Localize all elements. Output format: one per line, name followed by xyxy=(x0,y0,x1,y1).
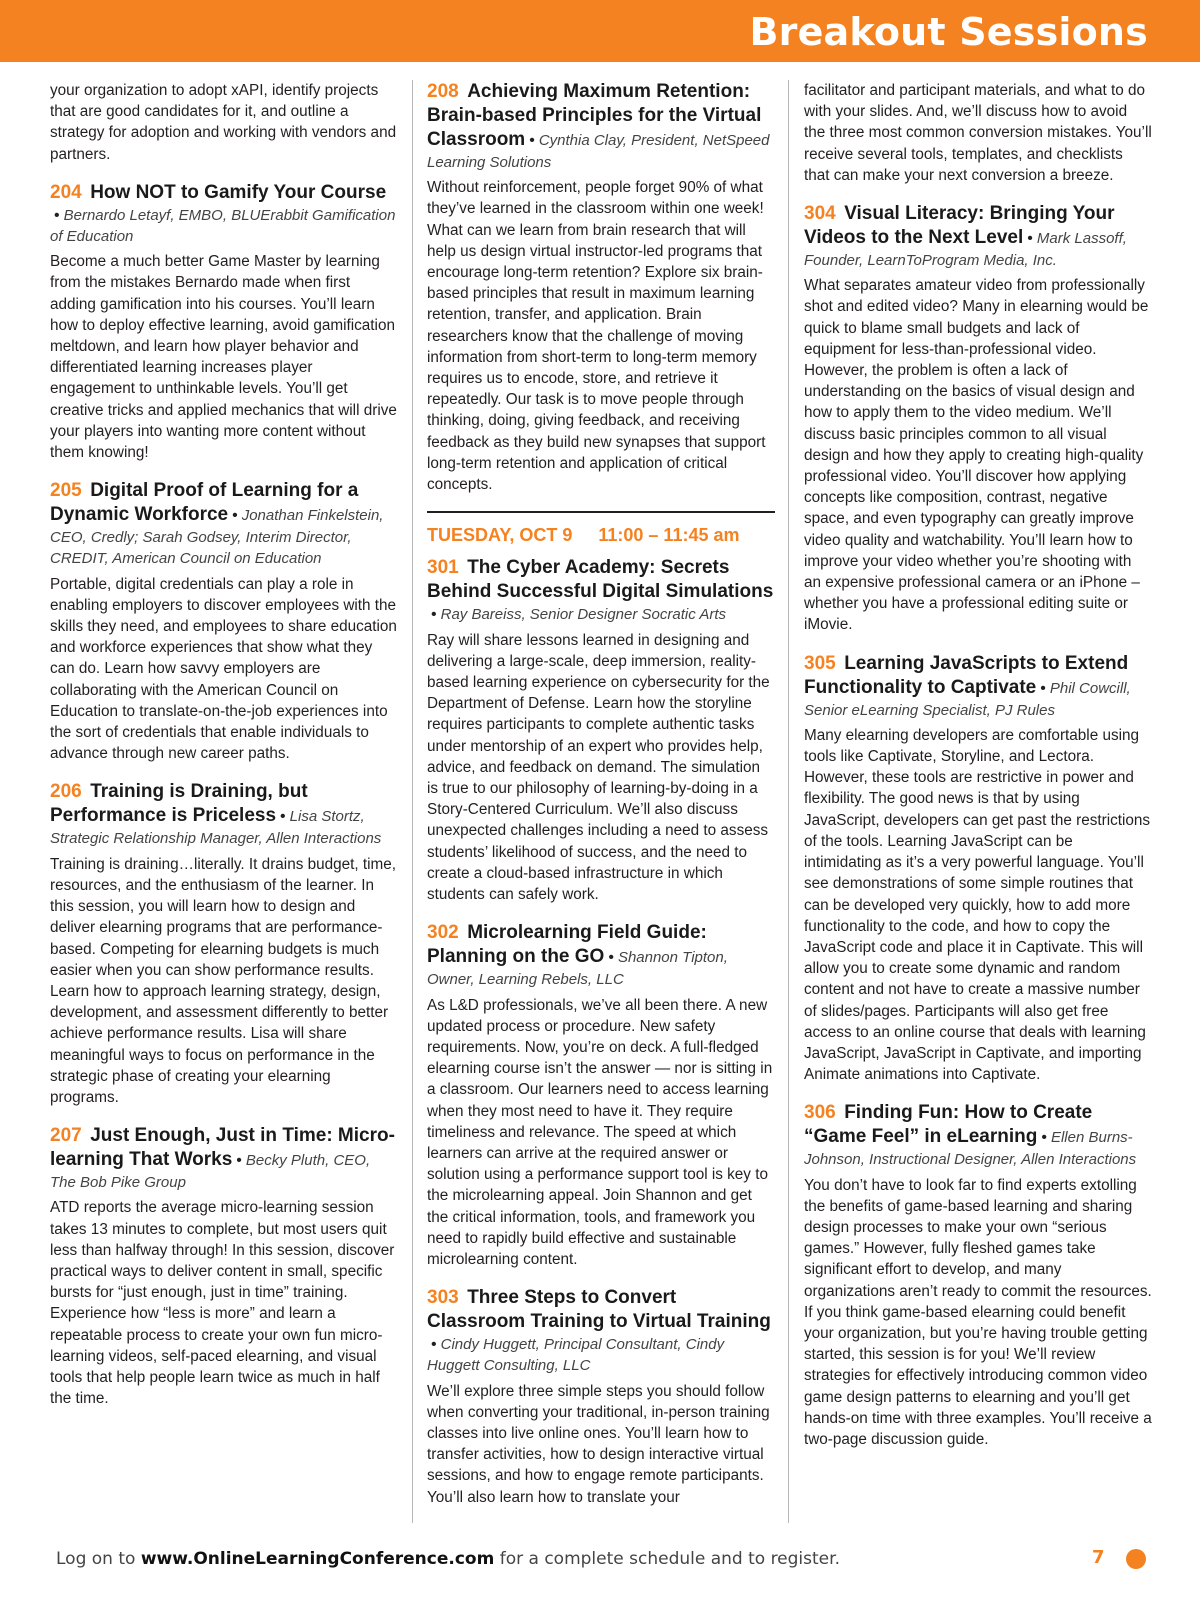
session-description: Without reinforcement, people forget 90% of what they’ve learned in the classroom within one week! What can we learn from brain research that will help us design virtual instructor-led programs that encourage long-term retention? Explore six brain-based principles that result in maximum learning retention, transfer, and application. Brain researchers know that the challenge of moving information from short-term to long-term memory requires us to encode, store, and retrieve it repeatedly. Our task is to move people through thinking, doing, giving feedback, and receiving feedback as they build new synapses that support long-term retention and application of critical concepts. xyxy=(427,179,766,494)
column-divider xyxy=(412,80,413,1523)
day-heading xyxy=(427,525,775,546)
session-number: 303 xyxy=(427,1287,459,1309)
bullet-icon: • xyxy=(1027,230,1033,248)
column-divider xyxy=(788,80,789,1523)
session-description: ATD reports the average micro-learning session takes 13 minutes to complete, but most users quit less than halfway through! In this session, discover practical ways to deliver content in small, specific bursts for “just enough, just in time” training. Experience how “less is more” and learn a repeatable process to create your own fun micro-learning videos, self-paced elearning, and visual tools that help people learn twice as much in half the time. xyxy=(50,1199,395,1408)
session-description: Many elearning developers are comfortable using tools like Captivate, Storyline, and Lectora. However, these tools are restrictive in power and flexibility. The good news is that by using JavaScript, developers can get past the restrictions of the tools. Learning JavaScript can be intimidating as it’s a very powerful language. You’ll see demonstrations of some simple routines that can be developed very quickly, how to add more functionality to the code, and how to copy the JavaScript code and place it in Captivate. This will allow you to create some dynamic and random content and not have to create a massive number of slides/pages. Participants will also get free access to an online course that deals with learning JavaScript, JavaScript in Captivate, and importing Animate animations into Captivate. xyxy=(804,726,1151,1084)
session-title: Digital Proof of Learning for a Dynamic Workforce xyxy=(50,480,359,526)
bullet-icon: • xyxy=(529,132,535,149)
session-number: 206 xyxy=(50,781,82,803)
session-description: We’ll explore three simple steps you should follow when converting your traditional, in-person training classes into live online ones. You’ll learn how to transfer activities, how to design interactive virtual sessions, and how to engage remote participants. You’ll also learn how to translate your xyxy=(427,1382,770,1506)
session-description: Become a much better Game Master by learning from the mistakes Bernardo made when first adding gamification into his courses. You’ll learn how to deploy effective learning, avoid gamification meltdown, and learn how player behavior and differentiated learning increases player engagement to unthinkable levels. You’ll get creative tricks and applied mechanics that will drive your players into wanting more content without them knowing! xyxy=(50,253,397,462)
page-number: 7 xyxy=(1092,1547,1105,1568)
session-title: The Cyber Academy: Secrets Behind Successful Digital Simulations xyxy=(427,557,774,603)
session-205 xyxy=(50,479,398,764)
session-number: 207 xyxy=(50,1125,82,1147)
bullet-icon: • xyxy=(608,949,614,967)
footer-pre: Log on to xyxy=(56,1549,141,1569)
session-number: 301 xyxy=(427,557,459,579)
session-title: Three Steps to Convert Classroom Training to Virtual Training xyxy=(427,1287,771,1333)
session-204 xyxy=(50,181,398,463)
session-208 xyxy=(427,80,775,495)
session-speaker: Becky Pluth, CEO, The Bob Pike Group xyxy=(50,1152,371,1192)
column-1 xyxy=(50,80,398,1425)
column-2 xyxy=(427,80,775,1524)
session-speaker: Lisa Stortz, Strategic Relationship Manager, Allen Interactions xyxy=(50,808,382,848)
bullet-icon: • xyxy=(431,1336,437,1354)
session-description: Ray will share lessons learned in designing and delivering a large-scale, deep immersion, reality-based learning experience on cybersecurity for the Department of Defense. Learn how the storyline requires participants to complete authentic tasks under mentorship of an expert who provides help, advice, and feedback on demand. The simulation is true to our philosophy of learning-by-doing in a Story-Centered Curriculum. We’ll also discuss unexpected challenges including a need to assess students’ likelihood of success, and the need to create a cloud-based infrastructure in which students can safely work. xyxy=(427,631,770,904)
session-title: Just Enough, Just in Time: Micro-learning That Works xyxy=(50,1125,395,1171)
day-label: TUESDAY, OCT 9 xyxy=(427,525,573,546)
session-207 xyxy=(50,1124,398,1409)
session-number: 204 xyxy=(50,181,82,203)
bullet-icon: • xyxy=(431,606,437,624)
session-306 xyxy=(804,1101,1152,1450)
continued-text: facilitator and participant materials, and what to do with your slides. And, we’ll discuss how to avoid the three most common conversion mistakes. You’ll receive several tools, templates, and checklists that can make your next conversion a breeze. xyxy=(804,82,1152,184)
session-speaker: Ellen Burns-Johnson, Instructional Designer, Allen Interactions xyxy=(804,1129,1137,1169)
session-number: 304 xyxy=(804,203,836,225)
session-title: Learning JavaScripts to Extend Functionality to Captivate xyxy=(804,652,1129,698)
session-title: Achieving Maximum Retention: Brain-based Principles for the Virtual Classroom xyxy=(427,81,762,150)
continued-text: your organization to adopt xAPI, identify projects that are good candidates for it, and outline a strategy for adoption and working with vendors and partners. xyxy=(50,82,397,163)
day-time: 11:00 – 11:45 am xyxy=(598,525,740,546)
session-description: As L&D professionals, we’ve all been there. A new updated process or procedure. New safety requirements. Now, you’re on deck. A full-fledged elearning course isn’t the answer — nor is sitting in a classroom. Our learners need to access learning when they most need to have it. They require timeliness and relevance. The speed at which learners can arrive at the required answer or solution using a performance support tool is key to the microlearning appeal. Join Shannon and get the critical information, tools, and framework you need to rapidly build effective and sustainable microlearning content. xyxy=(427,996,773,1268)
session-speaker: Ray Bareiss, Senior Designer Socratic Arts xyxy=(440,606,726,624)
session-number: 306 xyxy=(804,1102,836,1124)
session-301 xyxy=(427,556,775,905)
session-304 xyxy=(804,202,1152,636)
session-speaker: Jonathan Finkelstein, CEO, Credly; Sarah Godsey, Interim Director, CREDIT, American Council on Education xyxy=(50,507,384,568)
session-description: Training is draining…literally. It drains budget, time, resources, and the enthusiasm of the learner. In this session, you will learn how to design and deliver elearning programs that are performance-based. Competing for elearning budgets is much easier when you can show performance results. Learn how to approach learning strategy, design, development, and assessment differently to better achieve performance results. Lisa will share meaningful ways to focus on performance in the strategic phase of creating your elearning programs. xyxy=(50,855,397,1106)
session-number: 302 xyxy=(427,922,459,944)
session-description: What separates amateur video from professionally shot and edited video? Many in elearning would be quick to blame small budgets and lack of equipment for less-than-professional video. However, the problem is often a lack of understanding on the basics of visual design and how to apply them to the video medium. We’ll discuss basic principles common to all visual design and how they apply to creating high-quality professional video. You’ll discover how applying concepts like composition, contrast, negative space, and even typography can greatly improve video quality and watchability. You’ll learn how to improve your video whether you’re shooting with an expensive professional camera or an iPhone – whether you have a professional editing suite or iMovie. xyxy=(804,277,1149,634)
session-title: Finding Fun: How to Create “Game Feel” in eLearning xyxy=(804,1102,1093,1148)
session-303 xyxy=(427,1286,775,1508)
session-title: Visual Literacy: Bringing Your Videos to the Next Level xyxy=(804,203,1115,249)
session-speaker: Mark Lassoff, Founder, LearnToProgram Media, Inc. xyxy=(804,230,1127,270)
footer-post: for a complete schedule and to register. xyxy=(494,1549,840,1569)
session-number: 305 xyxy=(804,652,836,674)
footer-link[interactable]: www.OnlineLearningConference.com xyxy=(140,1549,495,1569)
session-description: Portable, digital credentials can play a role in enabling employers to discover employees with the skills they need, and employees to share education and workforce experiences that show what they can do. Learn how savvy employers are collaborating with the American Council on Education to translate-on-the-job experiences into the sort of credentials that enable individuals to advance through new career paths. xyxy=(50,575,397,763)
session-number: 205 xyxy=(50,480,82,502)
session-number: 208 xyxy=(427,81,459,102)
session-206 xyxy=(50,780,398,1108)
footer xyxy=(56,1549,840,1569)
bullet-icon: • xyxy=(1040,679,1046,697)
session-description: You don’t have to look far to find experts extolling the benefits of game-based learning and sharing design processes to make your own “serious games.” However, fully fleshed games take significant effort to develop, and many organizations aren’t ready to commit the resources. If you think game-based elearning could benefit your organization, but you’re having trouble getting started, this session is for you! We’ll review strategies for effectively introducing common video game design patterns to elearning and you’ll get hands-on time with three examples. You’ll receive a two-page discussion guide. xyxy=(804,1176,1152,1448)
session-speaker: Bernardo Letayf, EMBO, BLUErabbit Gamification of Education xyxy=(50,206,396,246)
bullet-icon: • xyxy=(1041,1129,1047,1147)
session-speaker: Cynthia Clay, President, NetSpeed Learning Solutions xyxy=(427,132,770,171)
session-speaker: Phil Cowcill, Senior eLearning Specialist, PJ Rules xyxy=(804,679,1131,719)
session-speaker: Shannon Tipton, Owner, Learning Rebels, LLC xyxy=(427,949,728,989)
session-title: How NOT to Gamify Your Course xyxy=(90,181,387,203)
column-3 xyxy=(804,80,1152,1466)
session-title: Training is Draining, but Performance is Priceless xyxy=(50,781,308,827)
bullet-icon: • xyxy=(280,808,286,826)
bullet-icon: • xyxy=(54,206,60,224)
session-speaker: Cindy Huggett, Principal Consultant, Cindy Huggett Consulting, LLC xyxy=(427,1336,725,1375)
bullet-icon: • xyxy=(232,507,238,525)
session-302 xyxy=(427,921,775,1270)
header-bar xyxy=(0,0,1200,62)
day-divider xyxy=(427,511,775,513)
dot-icon xyxy=(1126,1549,1146,1569)
bullet-icon: • xyxy=(236,1152,242,1170)
session-305 xyxy=(804,652,1152,1086)
page-title: Breakout Sessions xyxy=(749,10,1148,54)
session-title: Microlearning Field Guide: Planning on the GO xyxy=(427,922,707,968)
